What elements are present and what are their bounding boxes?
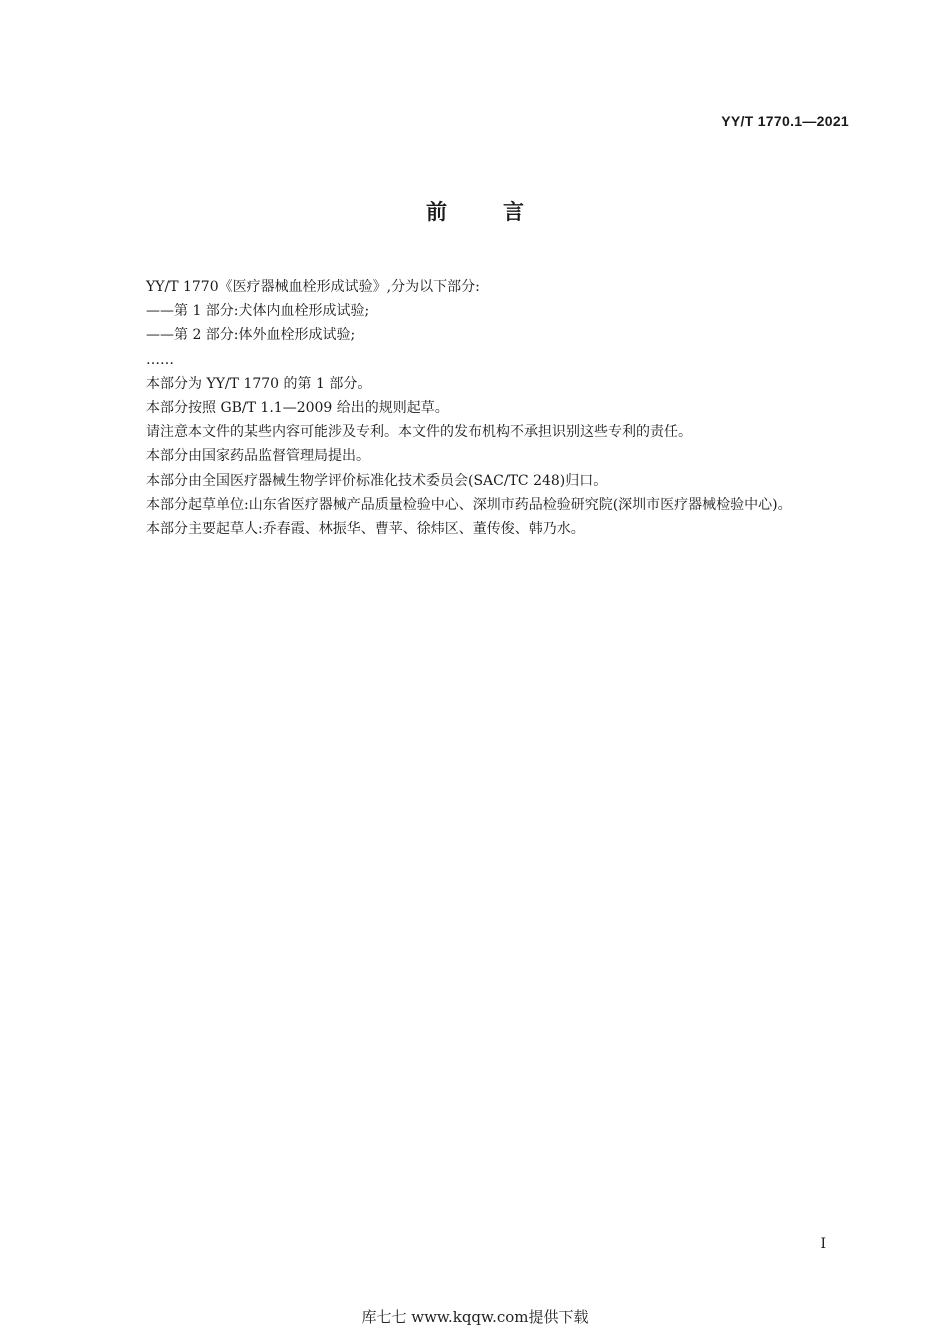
paragraph: 本部分为 YY/T 1770 的第 1 部分。 bbox=[146, 375, 372, 392]
paragraph: …… bbox=[146, 351, 174, 368]
paragraph: 本部分起草单位:山东省医疗器械产品质量检验中心、深圳市药品检验研究院(深圳市医疗器械检验中心)。 bbox=[146, 496, 792, 513]
document-body bbox=[114, 275, 850, 541]
page-title: 前言 bbox=[426, 200, 580, 224]
standard-code-header: YY/T 1770.1—2021 bbox=[721, 113, 849, 129]
paragraph: ——第 2 部分:体外血栓形成试验; bbox=[146, 327, 356, 344]
page-number: I bbox=[820, 1236, 826, 1252]
paragraph: 本部分由全国医疗器械生物学评价标准化技术委员会(SAC/TC 248)归口。 bbox=[146, 472, 608, 489]
paragraph: ——第 1 部分:犬体内血栓形成试验; bbox=[146, 303, 370, 320]
paragraph: 本部分主要起草人:乔春霞、林振华、曹苹、徐炜区、董传俊、韩乃水。 bbox=[146, 521, 585, 538]
paragraph: YY/T 1770《医疗器械血栓形成试验》,分为以下部分: bbox=[146, 279, 480, 295]
footer-watermark: 库七七 www.kqqw.com提供下载 bbox=[361, 1308, 589, 1326]
paragraph: 本部分按照 GB/T 1.1—2009 给出的规则起草。 bbox=[146, 400, 449, 417]
paragraph: 请注意本文件的某些内容可能涉及专利。本文件的发布机构不承担识别这些专利的责任。 bbox=[146, 424, 692, 441]
paragraph: 本部分由国家药品监督管理局提出。 bbox=[146, 448, 370, 465]
